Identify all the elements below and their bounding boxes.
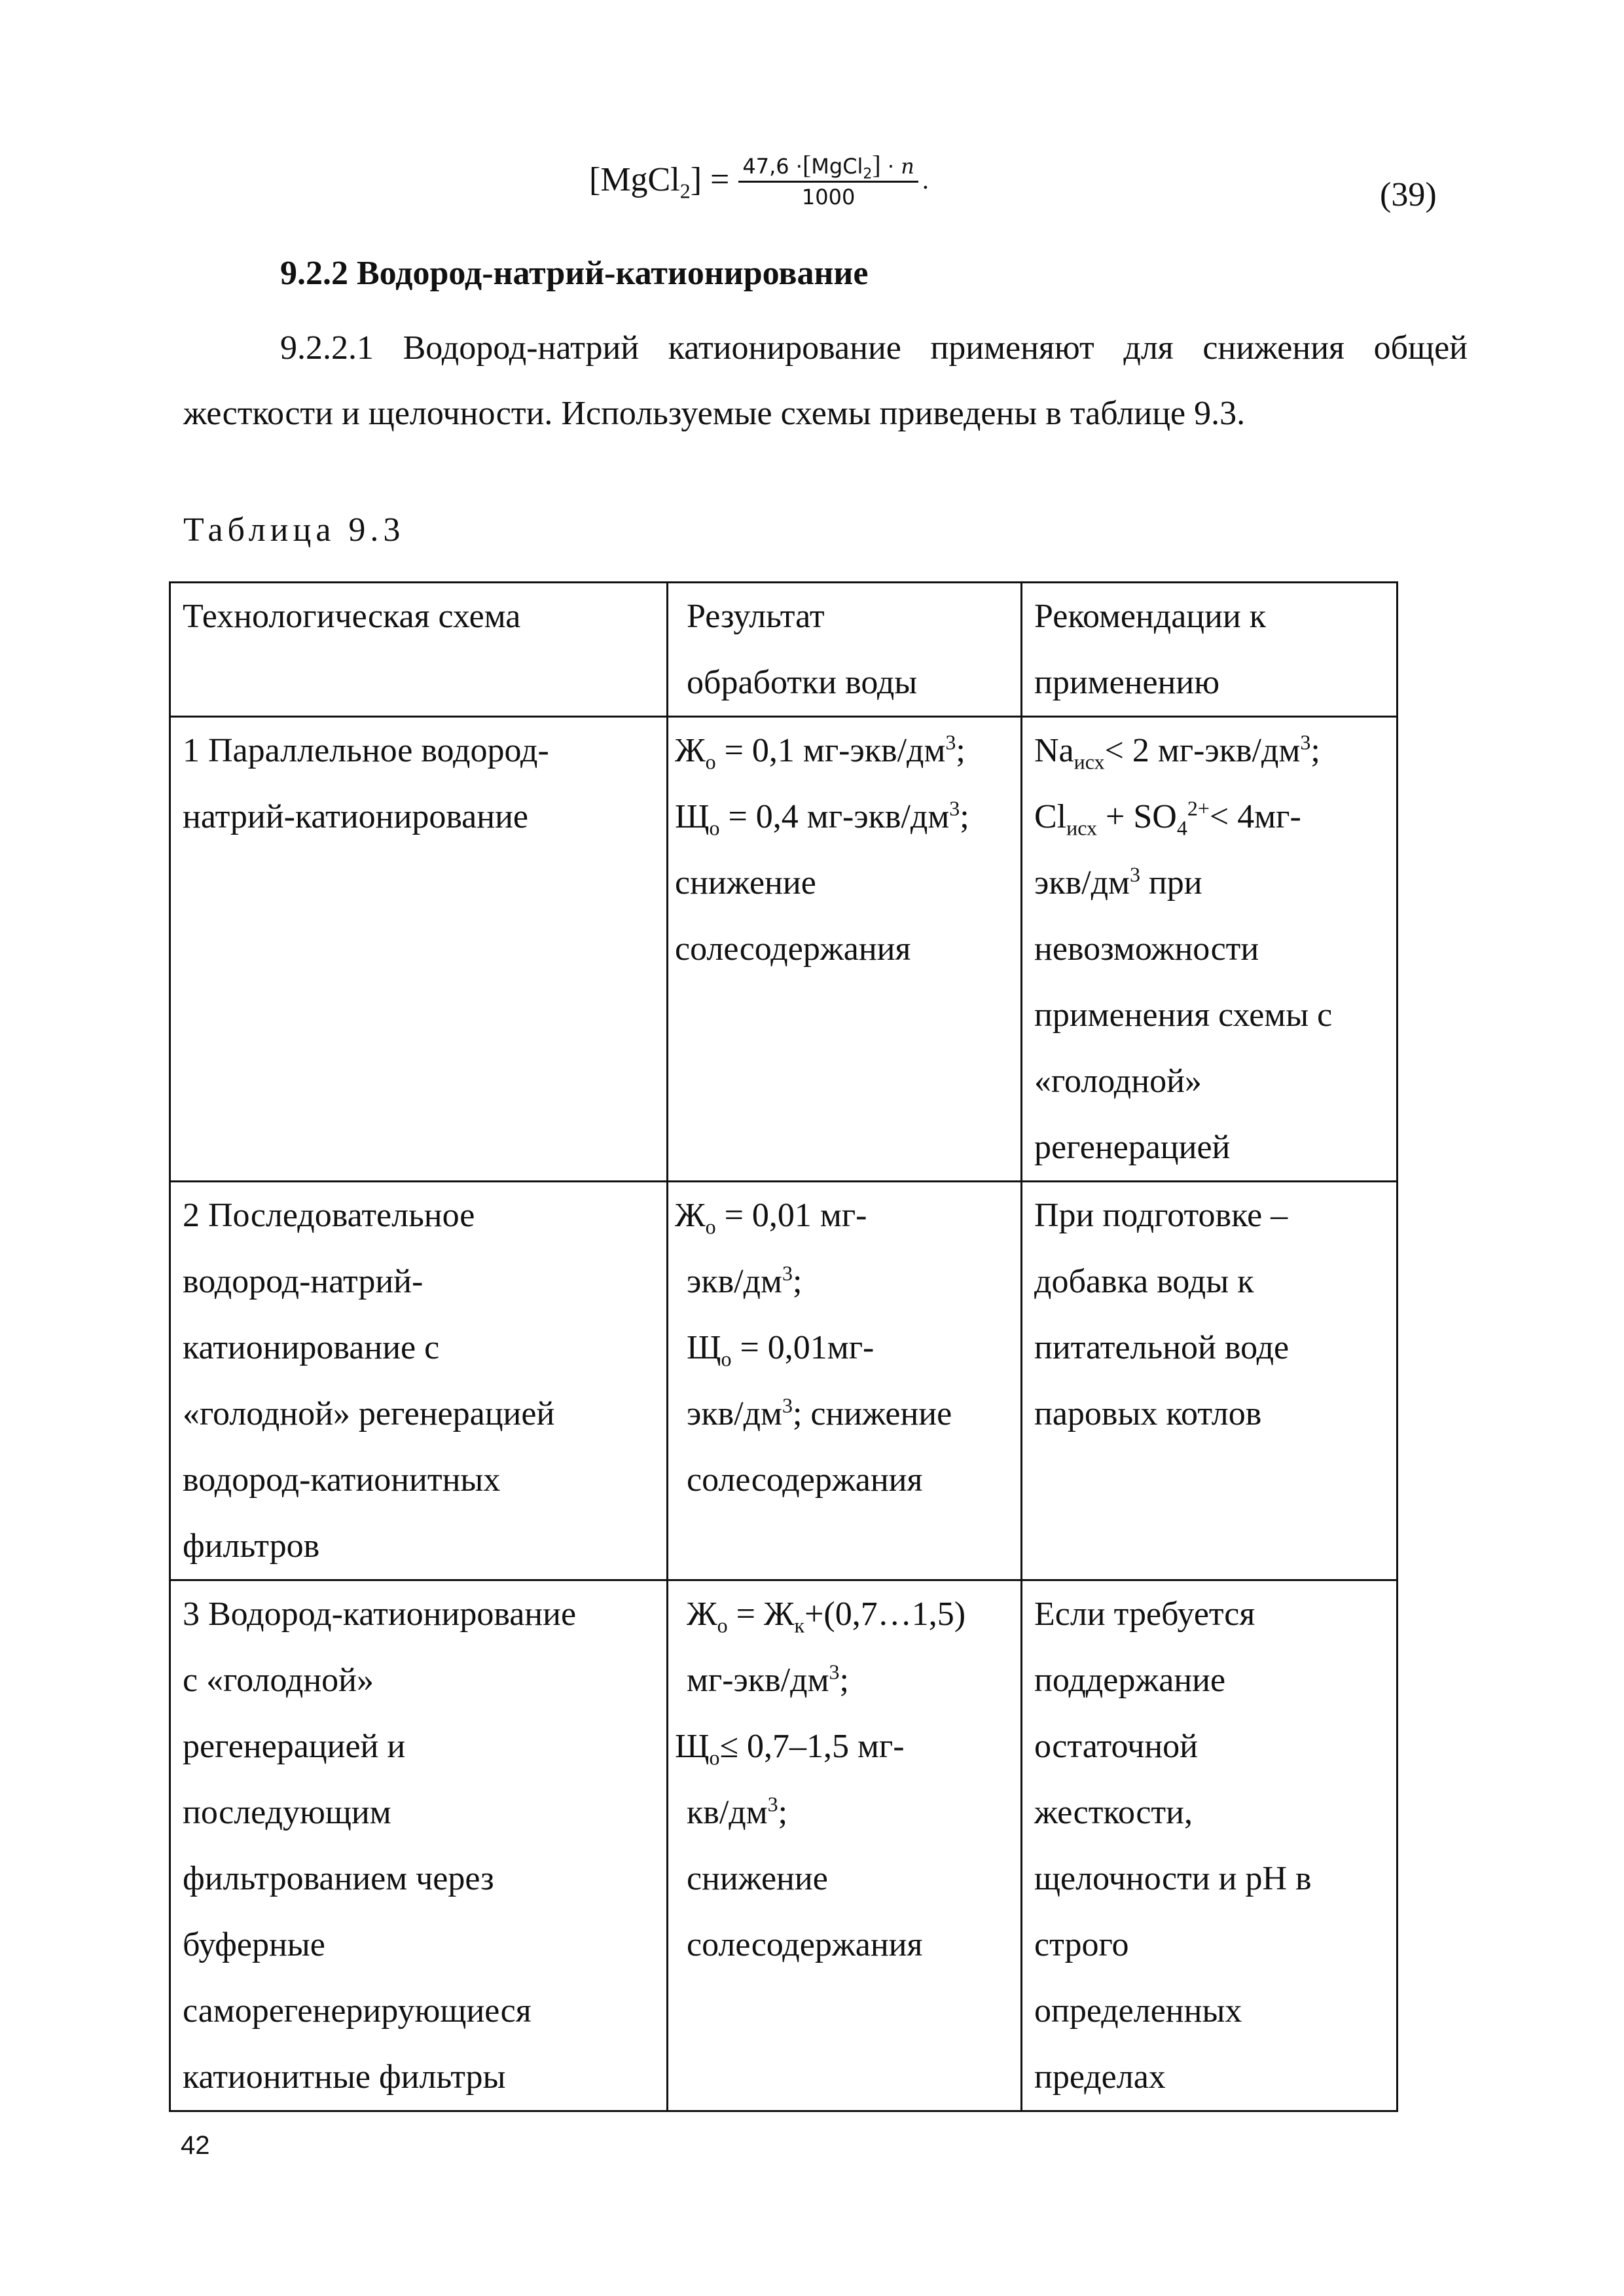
section-heading: 9.2.2 Водород-натрий-катионирование bbox=[280, 255, 869, 292]
formula-denominator: 1000 bbox=[801, 185, 856, 210]
row3-recommendation-cell: Если требуется поддержание остаточной жесткости, щелочности и pH в строго определенных пределах bbox=[1022, 1580, 1398, 2111]
table-caption: Таблица 9.3 bbox=[183, 511, 405, 549]
header-cell-scheme: Технологическая схема bbox=[170, 583, 668, 717]
equation-number: (39) bbox=[1380, 176, 1437, 213]
row2-recommendation-cell: При подготовке – добавка воды к питательной воде паровых котлов bbox=[1022, 1182, 1398, 1580]
formula-fraction bbox=[738, 152, 918, 208]
header-cell-result: Результат обработки воды bbox=[668, 583, 1022, 717]
row1-result-cell: $Ж_о = 0,1$ $мг-экв/дм^3$; $Щ_о = 0,4$ $мг-экв/дм^3$; снижение солесодержания bbox=[668, 717, 1022, 1182]
table-row bbox=[170, 1580, 1398, 2111]
table-header-row bbox=[170, 583, 1398, 717]
header-cell-recommendations: Рекомендации к применению bbox=[1022, 583, 1398, 717]
row3-scheme-cell: 3 Водород-катионирование с «голодной» регенерацией и последующим фильтрованием через буферные саморегенерирующиеся катионитные фильтры bbox=[170, 1580, 668, 2111]
row1-recommendation-cell: $Na_{исх}< 2$ $мг-экв/дм^3$; $Cl_{исх} + SO_4^{2+}< 4мг-$ экв/$дм^3$ при невозможности применения схемы с «голодной» регенерацией bbox=[1022, 717, 1398, 1182]
body-paragraph: 9.2.2.1 Водород-натрий катионирование применяют для снижения общей жесткости и щелочности. Используемые схемы приведены в таблице 9.3. bbox=[183, 329, 1468, 432]
row1-scheme-cell: 1 Параллельное водород- натрий-катионирование bbox=[170, 717, 668, 1182]
row2-scheme-cell: 2 Последовательное водород-натрий- катионирование с «голодной» регенерацией водород-катионитных фильтров bbox=[170, 1182, 668, 1580]
table-row bbox=[170, 1182, 1398, 1580]
formula-lhs: [MgCl$_2$] = bbox=[589, 160, 730, 202]
table-row bbox=[170, 717, 1398, 1182]
schemes-table bbox=[169, 581, 1398, 2112]
formula-39 bbox=[589, 152, 929, 208]
row2-result-cell: $Ж_о = 0,01$ мг- экв/$дм^3$; $Щ_о = 0,01мг-$ экв/$дм^3$; снижение солесодержания bbox=[668, 1182, 1022, 1580]
formula-numerator: 47,6 ·[MgCl$_2$] · n bbox=[738, 152, 918, 183]
formula-period: . bbox=[922, 164, 929, 194]
row3-result-cell: $Ж_о$ = $Ж_к+(0,7\dots 1,5)$ $мг-экв/дм^3$; $Щ_о\le 0,7-1,5$ мг- $кв/дм^3$; снижение солесодержания bbox=[668, 1580, 1022, 2111]
page-number: 42 bbox=[181, 2131, 210, 2160]
